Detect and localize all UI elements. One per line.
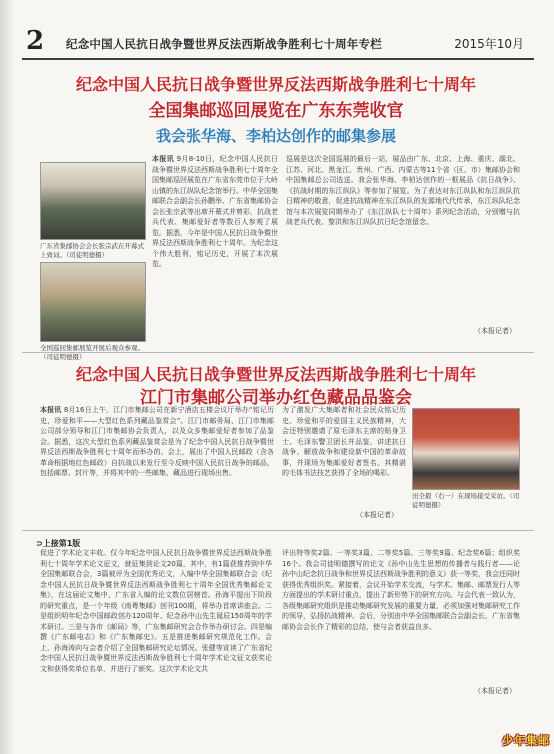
article2-headline: 江门市集邮公司举办红色藏品品鉴会	[140, 388, 412, 408]
article1-lead: 本报讯	[152, 155, 175, 163]
section-divider	[22, 352, 534, 353]
article2-signoff: （本报记者）	[356, 511, 398, 519]
article2-lead: 本报讯	[40, 406, 62, 414]
article2-col1-text: 8月16日上午，江门市集邮公司在新宁酒店五楼会议厅举办“铭记历史，珍爱和平——大型红色系列藏品鉴赏会”。江门市邮务局、江门市集邮公司部分领导和江门市集邮协会负责人，以及众多集邮爱好者参加了品鉴会。据悉，这次大型红色系列藏品鉴赏会是为了纪念中国人民抗日战争暨世界反法西斯战争胜利七十周年而举办的。会上，展出了中国人民邮政（含各革命根据地红色邮政）自抗战以来发行至今反映中国人民抗日战争的邮品，包括邮票、封片等，并将其中的一些邮集、藏品进行现场出售。	[40, 406, 274, 477]
page-number: 2	[26, 26, 45, 56]
continuation-label: ⊃上接第1版	[36, 539, 81, 548]
continuation-signoff: （本报记者）	[474, 687, 516, 695]
continuation-column-2: 评出特等奖2篇、一等奖3篇、二等奖5篇、三等奖9篇、纪念奖6篇；组织奖16个。我会司徒明德撰写的论文《孙中山先生思想的传播者与践行者——论孙中山纪念抗日战争和世界反法西斯战争胜利的意义》获一等奖，我会还同时获得优秀组织奖。紧接着，会议开始学术交流，与学术、集邮、邮票发行人等方面提出的学术研讨重点，提出了新形势下的研究方向。与会代表一致认为，各级集邮研究组织是推动集邮研究发展的重要力量，必须加强对集邮研究工作的领导，弘扬抗战精神。会后，分别由中华全国集邮联合会副会长、广东省集邮协会会长作了精彩的总结，使与会者获益良多。	[282, 549, 520, 631]
continuation-column-1: 促进了学术论文丰收。仅今年纪念中国人民抗日战争暨世界反法西斯战争胜利七十周年学术论文征文，就征集到论文20篇，其中，有1篇获推荐到中华全国集邮联合会，3篇被评为全国优秀论文，入编中华全国集邮联合会《纪念中国人民抗日战争暨世界反法西斯战争胜利七十周年全国优秀集邮论文集》，在这届论文集中，广东省入编的论文数位居榜首。孙海平提出下阶段的研究重点，是一个年级《南粤集邮》创刊100期，将举办首席讲座会。二是组织明年纪念中国邮政创办120周年、纪念孙中山先生诞辰150周年的学术研讨。三是与各市《邮局》等，广东集邮研究会合作举办研讨会。四是编撰《广东邮电志》和《广东集邮史》。五是推进集邮研究规范化工作。会上，孙海涛向与会者介绍了全国集邮研究论坛情况。张健等宣读了广东省纪念中国人民抗日战争暨世界反法西斯战争胜利七十周年学术论文征文获奖论文和获得奖单位名单，并进行了颁奖。这次学术论文共	[40, 549, 272, 673]
exhibition-visitors-photo	[40, 262, 146, 342]
article1-column-1	[152, 154, 278, 342]
photo1-caption: 广东省集邮协会会长张宗武在开幕式上致词。（司徒明德摄）	[40, 242, 144, 259]
article1-subheadline: 我会张华海、李柏达创作的邮集参展	[155, 127, 396, 145]
article1-headline: 全国集邮巡回展览在广东东莞收官	[148, 101, 404, 121]
section-divider	[22, 530, 534, 531]
article2-headline-kicker: 纪念中国人民抗日战争暨世界反法西斯战争胜利七十周年	[75, 365, 476, 384]
masthead	[22, 26, 534, 60]
article1-col1-text: 9月8-10日，纪念中国人民抗日战争暨世界反法西斯战争胜利七十周年全国集邮巡回展览在广东省东莞市位于大岭山镇的东江纵队纪念馆举行。中华全国集邮联合会副会长孙鹏举、广东省集邮协会会长张宗武等出席开幕式并剪彩，抗战老兵代表、集邮爱好者等数百人参观了展览。据悉，今年是中国人民抗日战争暨世界反法西斯战争胜利七十周年。为纪念这个伟大胜利，铭记历史，开展了本次展览。	[152, 155, 278, 268]
photo3-caption: 田全毅（右一）在现场接受采访。（司徒明德摄）	[412, 492, 520, 509]
article2-column-2: 为了激发广大集邮者和社会民众铭记历史、珍爱和平的爱国主义民族精神，大会还特别邀请了原毛泽东主席的贴身卫士、毛泽东警卫团长并品鉴，讲述抗日战争、解放战争和建设新中国的革命故事，并现场为集邮爱好者签名。其精湛的毛体书法技艺获得了全场的喝彩。	[282, 406, 406, 477]
watermark-logo: 少年集邮	[502, 734, 550, 747]
opening-ceremony-photo	[40, 162, 146, 240]
column-title: 纪念中国人民抗日战争暨世界反法西斯战争胜利七十周年专栏	[66, 37, 382, 51]
article2-column-1	[40, 405, 274, 523]
article1-column-2: 巡展是这次全国巡展的最后一站，展品由广东、北京、上海、重庆、湖北、江苏、河北、黑龙江、贵州、广西、内蒙古等11个省（区、市）集邮协会和中国集邮总公司选送。我会张华海、李柏达创作的一框展品《抗日战争》、《抗战时期的东江纵队》等参加了展览。为了表达对东江纵队和东江纵队抗日精神的敬意，促进抗战精神在东江纵队的发源地代代传承，东江纵队纪念馆与本次展览同期举办了《东江纵队七十周年》系列纪念活动，分别赠与抗战老兵代表、黎洪和东江纵队抗日纪念馆留念。	[286, 155, 520, 226]
issue-date: 2015年10月	[454, 37, 524, 51]
appraisal-event-photo	[412, 408, 520, 490]
page-edge-shadow	[0, 0, 14, 754]
photo2-caption: 全国巡回集邮展览开展后观众参观。（司徒明德摄）	[40, 344, 144, 361]
article1-headline-kicker: 纪念中国人民抗日战争暨世界反法西斯战争胜利七十周年	[75, 75, 476, 94]
continuation-arrow-icon: ⊃	[36, 539, 43, 548]
article1-signoff: （本报记者）	[474, 327, 516, 335]
